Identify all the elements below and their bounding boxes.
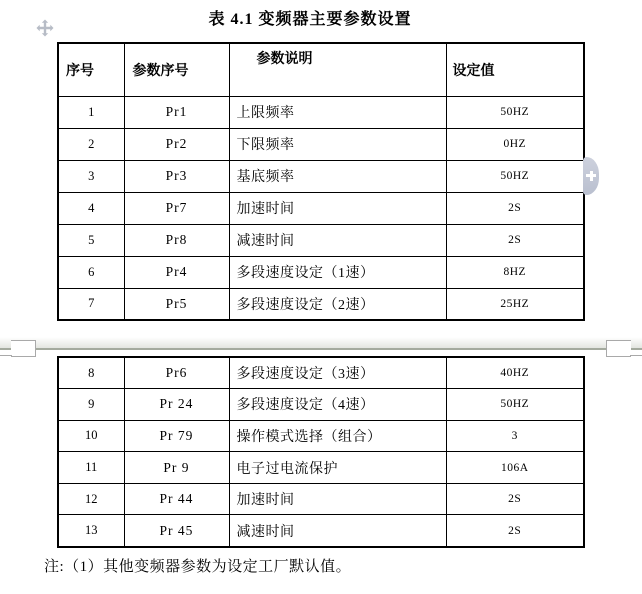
cell-desc[interactable]: 多段速度设定（3速）	[229, 357, 446, 389]
cell-value[interactable]: 3	[446, 420, 584, 452]
cell-value[interactable]: 8HZ	[446, 256, 584, 288]
cell-no[interactable]: 12	[58, 483, 124, 515]
table-row	[58, 224, 584, 256]
table-footnote[interactable]: 注:（1）其他变频器参数为设定工厂默认值。	[44, 559, 352, 575]
header-no[interactable]: 序号	[58, 43, 124, 96]
cell-no[interactable]: 2	[58, 128, 124, 160]
table-row	[58, 357, 584, 389]
cell-no[interactable]: 6	[58, 256, 124, 288]
cell-param[interactable]: Pr8	[124, 224, 229, 256]
page-corner-left-mark	[11, 340, 36, 357]
cell-desc[interactable]: 电子过电流保护	[229, 452, 446, 484]
cell-param[interactable]: Pr5	[124, 288, 229, 320]
cell-param[interactable]: Pr4	[124, 256, 229, 288]
cell-no[interactable]: 8	[58, 357, 124, 389]
cell-no[interactable]: 3	[58, 160, 124, 192]
header-desc[interactable]: 参数说明	[229, 43, 446, 96]
cell-desc[interactable]: 减速时间	[229, 515, 446, 547]
cell-desc[interactable]: 基底频率	[229, 160, 446, 192]
parameter-table-page2	[57, 356, 585, 548]
parameter-table-page1	[57, 42, 585, 321]
header-value[interactable]: 设定值	[446, 43, 584, 96]
page-corner-right-mark	[606, 340, 631, 357]
cell-value[interactable]: 50HZ	[446, 160, 584, 192]
table-row	[58, 389, 584, 421]
header-row	[58, 43, 584, 96]
table-row	[58, 483, 584, 515]
cell-no[interactable]: 10	[58, 420, 124, 452]
cell-value[interactable]: 25HZ	[446, 288, 584, 320]
cell-value[interactable]: 0HZ	[446, 128, 584, 160]
cell-value[interactable]: 2S	[446, 483, 584, 515]
cell-value[interactable]: 2S	[446, 224, 584, 256]
cell-value[interactable]: 50HZ	[446, 389, 584, 421]
cell-param[interactable]: Pr 45	[124, 515, 229, 547]
cell-param[interactable]: Pr 79	[124, 420, 229, 452]
cell-no[interactable]: 7	[58, 288, 124, 320]
table-quick-add-button[interactable]	[583, 157, 599, 195]
cell-desc[interactable]: 操作模式选择（组合）	[229, 420, 446, 452]
table-row	[58, 160, 584, 192]
cell-param[interactable]: Pr 24	[124, 389, 229, 421]
cell-desc[interactable]: 加速时间	[229, 192, 446, 224]
cell-desc[interactable]: 下限频率	[229, 128, 446, 160]
cell-param[interactable]: Pr 44	[124, 483, 229, 515]
table-row	[58, 452, 584, 484]
table-row	[58, 515, 584, 547]
table-row	[58, 96, 584, 128]
cell-value[interactable]: 50HZ	[446, 96, 584, 128]
cell-param[interactable]: Pr6	[124, 357, 229, 389]
cell-value[interactable]: 40HZ	[446, 357, 584, 389]
cell-no[interactable]: 9	[58, 389, 124, 421]
table-row	[58, 420, 584, 452]
cell-no[interactable]: 4	[58, 192, 124, 224]
cell-desc[interactable]: 多段速度设定（2速）	[229, 288, 446, 320]
cell-desc[interactable]: 加速时间	[229, 483, 446, 515]
table-caption[interactable]: 表 4.1 变频器主要参数设置	[208, 11, 412, 28]
cell-no[interactable]: 5	[58, 224, 124, 256]
cell-desc[interactable]: 多段速度设定（4速）	[229, 389, 446, 421]
cell-desc[interactable]: 减速时间	[229, 224, 446, 256]
cell-param[interactable]: Pr2	[124, 128, 229, 160]
cell-param[interactable]: Pr3	[124, 160, 229, 192]
cell-no[interactable]: 13	[58, 515, 124, 547]
cell-param[interactable]: Pr7	[124, 192, 229, 224]
cell-no[interactable]: 11	[58, 452, 124, 484]
table-row	[58, 128, 584, 160]
cell-param[interactable]: Pr 9	[124, 452, 229, 484]
cell-desc[interactable]: 多段速度设定（1速）	[229, 256, 446, 288]
table-row	[58, 256, 584, 288]
cell-value[interactable]: 106A	[446, 452, 584, 484]
cell-value[interactable]: 2S	[446, 515, 584, 547]
table-row	[58, 192, 584, 224]
cell-value[interactable]: 2S	[446, 192, 584, 224]
cell-desc[interactable]: 上限频率	[229, 96, 446, 128]
plus-icon	[590, 171, 593, 181]
cell-param[interactable]: Pr1	[124, 96, 229, 128]
header-param[interactable]: 参数序号	[124, 43, 229, 96]
table-row	[58, 288, 584, 320]
page-corner-left-line	[0, 355, 12, 356]
cell-no[interactable]: 1	[58, 96, 124, 128]
page-corner-right-line	[630, 355, 642, 356]
page-break-gap	[0, 337, 642, 348]
